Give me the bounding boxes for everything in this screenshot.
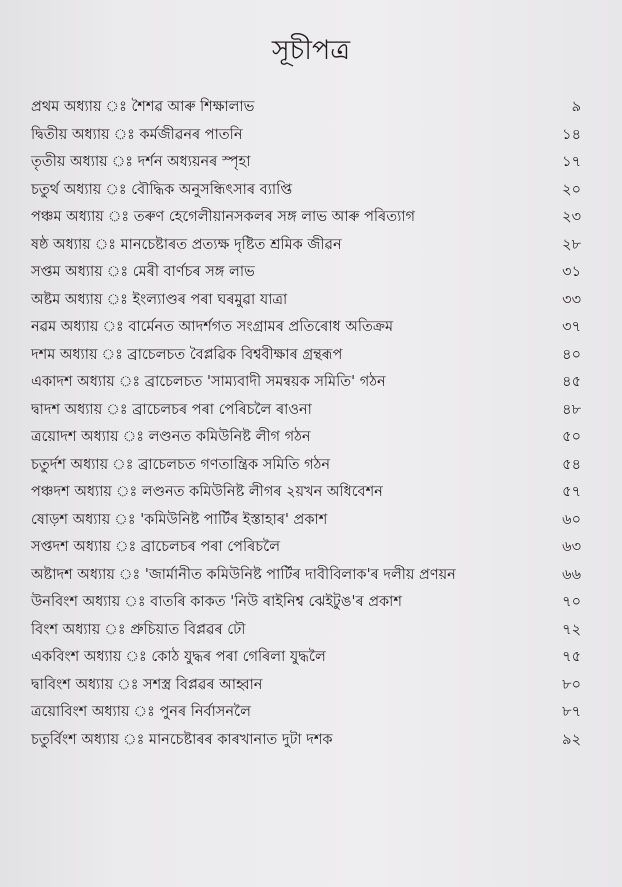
page-number: ৩৭: [562, 319, 581, 335]
chapter-title: উনবিংশ অধ্যায় ঃ বাতৰি কাকত 'নিউ ৰাইনিশ্ব ঝেইটুঙ'ৰ প্ৰকাশ: [31, 594, 402, 610]
page-number: ৪৫: [562, 374, 581, 390]
chapter-title: ষষ্ঠ অধ্যায় ঃ মানচেষ্টাৰত প্ৰত্যক্ষ দৃষ্টিত শ্ৰমিক জীৱন: [31, 236, 342, 253]
page-number: ৬৩: [562, 539, 581, 555]
page-number: ৪০: [562, 346, 581, 363]
chapter-title: দ্বাবিংশ অধ্যায় ঃ সশস্ত্ৰ বিপ্লৱৰ আহ্বান: [31, 676, 263, 693]
page-number: ৬০: [562, 511, 581, 528]
toc-entry: [31, 369, 581, 397]
page-number: ৬৬: [562, 566, 581, 583]
chapter-title: পঞ্চম অধ্যায় ঃ তৰুণ হেগেলীয়ানসকলৰ সঙ্গ লাভ আৰু পৰিত্যাগ: [31, 209, 416, 225]
toc-entry: [31, 314, 581, 342]
page-number: ৮৭: [562, 704, 581, 720]
toc-entry: [31, 644, 581, 672]
chapter-title: তৃতীয় অধ্যায় ঃ দৰ্শন অধ্যয়নৰ স্পৃহা: [31, 154, 251, 170]
page-title: সূচীপত্ৰ: [271, 35, 351, 66]
chapter-title: বিংশ অধ্যায় ঃ প্ৰুচিয়াত বিপ্লৱৰ ঢৌ: [31, 621, 246, 638]
chapter-title: ত্ৰয়োবিংশ অধ্যায় ঃ পুনৰ নিৰ্বাসনলৈ: [31, 704, 251, 720]
chapter-title: দ্বাদশ অধ্যায় ঃ ব্ৰাচেলচৰ পৰা পেৰিচলৈ ৰাওনা: [31, 401, 312, 418]
page-number: ৭২: [562, 621, 581, 638]
page-number: ৭০: [562, 594, 581, 610]
toc-entry: [31, 424, 581, 452]
page-number: ২০: [562, 181, 581, 198]
toc-entry: [31, 259, 581, 287]
chapter-title: ত্ৰয়োদশ অধ্যায় ঃ লণ্ডনত কমিউনিষ্ট লীগ গঠন: [31, 429, 311, 445]
chapter-title: দ্বিতীয় অধ্যায় ঃ কৰ্মজীৱনৰ পাতনি: [31, 126, 243, 143]
toc-entry: [31, 507, 581, 535]
page-number: ৪৮: [562, 401, 581, 418]
page-number: ৮০: [562, 676, 581, 693]
toc-entry: [31, 232, 581, 260]
toc-entry: [31, 534, 581, 562]
toc-entry: [31, 699, 581, 727]
toc-entry: [31, 672, 581, 700]
chapter-title: চতুৰ্বিংশ অধ্যায় ঃ মানচেষ্টাৰৰ কাৰখানাত দুটা দশক: [31, 731, 333, 748]
toc-entry: [31, 589, 581, 617]
chapter-title: দশম অধ্যায় ঃ ব্ৰাচেলচত বৈপ্লৱিক বিশ্ববীক্ষাৰ গ্ৰন্থৰূপ: [31, 346, 343, 363]
page-number: ১৪: [562, 126, 581, 143]
toc-entry: [31, 397, 581, 425]
toc-entry: [31, 287, 581, 315]
chapter-title: অষ্টম অধ্যায় ঃ ইংল্যাণ্ডৰ পৰা ঘৰমুৱা যাত্ৰা: [31, 291, 288, 308]
toc-entry: [31, 149, 581, 177]
chapter-title: ষোড়শ অধ্যায় ঃ 'কমিউনিষ্ট পাৰ্টিৰ ইস্তাহাৰ' প্ৰকাশ: [31, 511, 328, 528]
page-number: ৯২: [562, 731, 581, 748]
chapter-title: নৱম অধ্যায় ঃ বাৰ্মেনত আদৰ্শগত সংগ্ৰামৰ প্ৰতিৰোধ অতিক্ৰম: [31, 319, 394, 335]
page-number: ২৮: [562, 236, 581, 253]
toc-entry: [31, 452, 581, 480]
toc-entry: [31, 204, 581, 232]
chapter-title: পঞ্চদশ অধ্যায় ঃ লণ্ডনত কমিউনিষ্ট লীগৰ ২য়খন অধিবেশন: [31, 484, 383, 500]
toc-entry: [31, 617, 581, 645]
page-number: ৩১: [562, 264, 581, 280]
chapter-title: একাদশ অধ্যায় ঃ ব্ৰাচেলচত 'সাম্যবাদী সমন্বয়ক সমিতি' গঠন: [31, 374, 386, 390]
toc-entry: [31, 94, 581, 122]
page-number: ৯: [571, 99, 581, 115]
toc-entry: [31, 727, 581, 755]
toc-entry: [31, 122, 581, 150]
page-number: ৫৪: [562, 456, 581, 473]
toc-entry: [31, 479, 581, 507]
page-number: ৭৫: [562, 649, 581, 665]
toc-entry: [31, 177, 581, 205]
chapter-title: সপ্তম অধ্যায় ঃ মেৰী বাৰ্ণচৰ সঙ্গ লাভ: [31, 264, 255, 280]
page-number: ২৩: [562, 209, 581, 225]
page-number: ৫৭: [562, 484, 581, 500]
page-number: ১৭: [562, 154, 581, 170]
toc-entry: [31, 562, 581, 590]
page-number: ৩৩: [562, 291, 581, 308]
chapter-title: প্ৰথম অধ্যায় ঃ শৈশৱ আৰু শিক্ষালাভ: [31, 99, 255, 115]
chapter-title: একবিংশ অধ্যায় ঃ কোঠ যুদ্ধৰ পৰা গেৰিলা যুদ্ধলৈ: [31, 649, 326, 665]
chapter-title: সপ্তদশ অধ্যায় ঃ ব্ৰাচেলচৰ পৰা পেৰিচলৈ: [31, 539, 281, 555]
chapter-title: অষ্টাদশ অধ্যায় ঃ 'জাৰ্মানীত কমিউনিষ্ট পাৰ্টিৰ দাবীবিলাক'ৰ দলীয় প্ৰণয়ন: [31, 566, 456, 583]
toc-entry: [31, 342, 581, 370]
page-number: ৫০: [562, 429, 581, 445]
table-of-contents: [31, 94, 581, 754]
chapter-title: চতুৰ্থ অধ্যায় ঃ বৌদ্ধিক অনুসন্ধিৎসাৰ ব্যাপ্তি: [31, 181, 293, 198]
chapter-title: চতুৰ্দশ অধ্যায় ঃ ব্ৰাচেলচত গণতান্ত্ৰিক সমিতি গঠন: [31, 456, 331, 473]
